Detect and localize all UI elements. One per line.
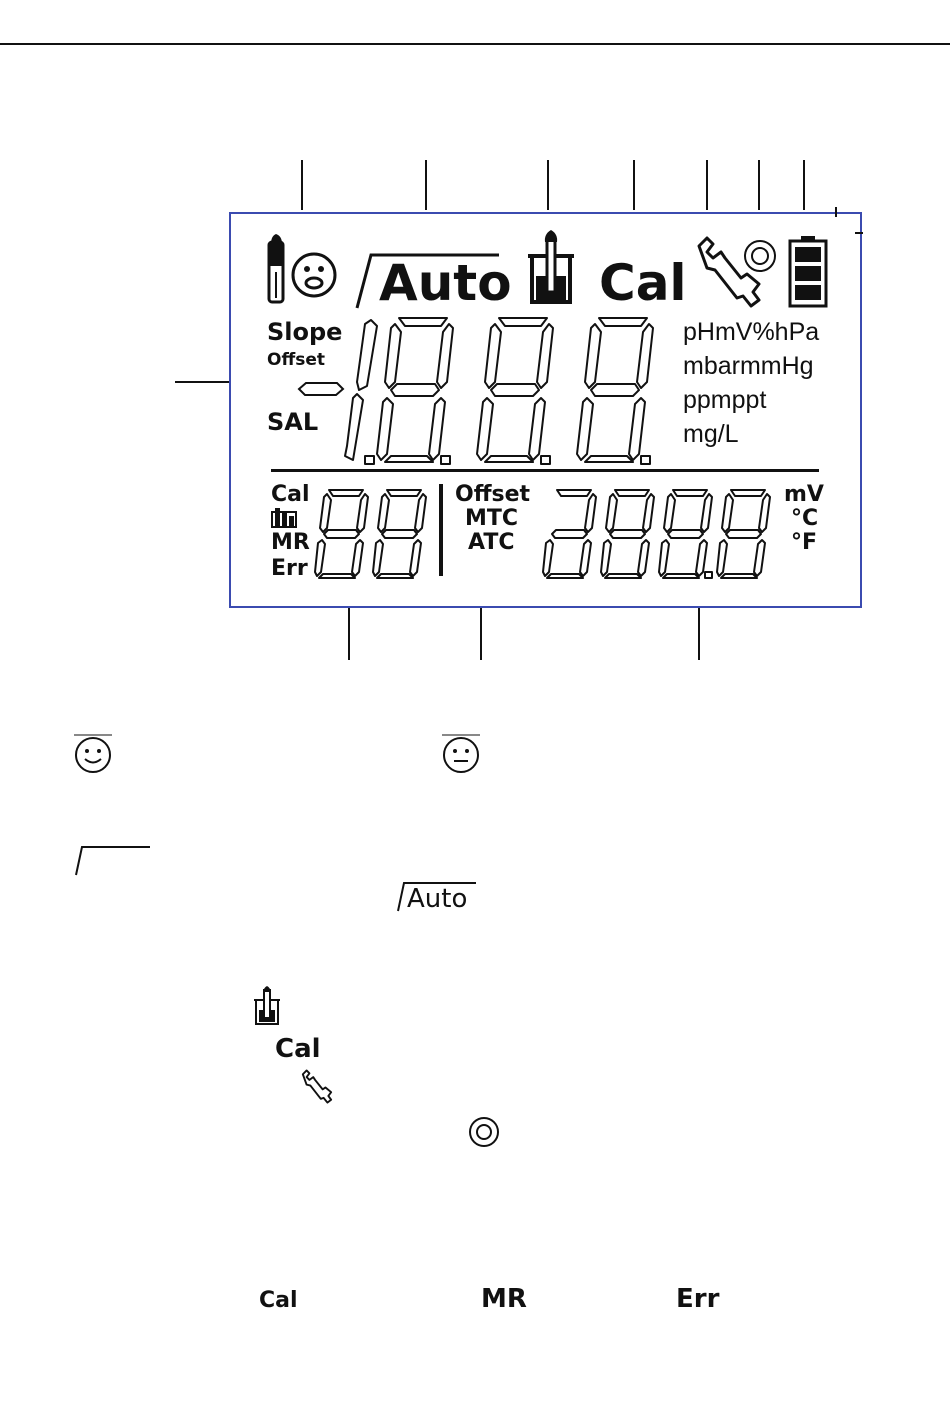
leader-line	[758, 160, 760, 210]
bottom-err-label: Err	[676, 1284, 720, 1314]
beaker-electrode-icon	[528, 230, 574, 306]
smiley-happy-icon	[72, 734, 114, 774]
lower-err-label: Err	[271, 556, 308, 581]
tick-mark	[835, 207, 837, 217]
unit-line-2: mbarmmHg	[683, 352, 814, 380]
leader-line	[698, 608, 700, 660]
unit-line-3: ppmppt	[683, 386, 767, 414]
minus-segment	[297, 382, 345, 396]
lower-left-digits	[317, 488, 441, 580]
smiley-neutral-icon	[440, 734, 482, 774]
lower-right-digits	[545, 488, 781, 580]
unit-line-4: mg/L	[683, 420, 739, 448]
leader-line	[633, 160, 635, 210]
lower-cal-label: Cal	[271, 482, 310, 507]
bottom-cal-label: Cal	[259, 1288, 298, 1313]
lcd-display	[229, 212, 862, 608]
wrench-small-icon	[300, 1070, 334, 1104]
lower-offset-label: Offset	[455, 482, 531, 507]
lower-c-label: °C	[791, 506, 819, 531]
stability-small-icon	[468, 1116, 500, 1148]
main-segment-digits	[341, 316, 691, 466]
battery-icon	[788, 236, 828, 308]
leader-line	[803, 160, 805, 210]
auto-label: Auto	[379, 254, 512, 312]
leader-line	[706, 160, 708, 210]
lower-mr-label: MR	[271, 530, 310, 555]
lcd-separator	[271, 469, 819, 472]
beaker-icon	[254, 986, 280, 1026]
offset-label: Offset	[267, 350, 325, 370]
bracket-icon	[74, 845, 152, 877]
leader-line	[175, 381, 229, 383]
lower-divider	[439, 484, 443, 576]
legend-auto-label: Auto	[407, 884, 468, 914]
slope-label: Slope	[267, 318, 343, 346]
cal-label: Cal	[599, 254, 687, 312]
stability-icon	[743, 239, 777, 273]
lower-f-label: °F	[791, 530, 818, 555]
leader-line	[425, 160, 427, 210]
lower-atc-label: ATC	[468, 530, 515, 555]
leader-line	[301, 160, 303, 210]
unit-line-1: pHmV%hPa	[683, 318, 820, 346]
legend-cal-label: Cal	[275, 1034, 321, 1064]
lower-mtc-label: MTC	[465, 506, 519, 531]
electrode-icon	[267, 232, 287, 307]
battery-bars-icon	[271, 508, 297, 528]
leader-line	[480, 608, 482, 660]
tick-mark	[855, 232, 863, 234]
leader-line	[348, 608, 350, 660]
top-rule	[0, 43, 950, 45]
leader-line	[547, 160, 549, 210]
sal-label: SAL	[267, 408, 319, 436]
bottom-mr-label: MR	[481, 1284, 527, 1314]
smiley-icon	[289, 250, 339, 300]
lower-mv-label: mV	[784, 482, 824, 507]
